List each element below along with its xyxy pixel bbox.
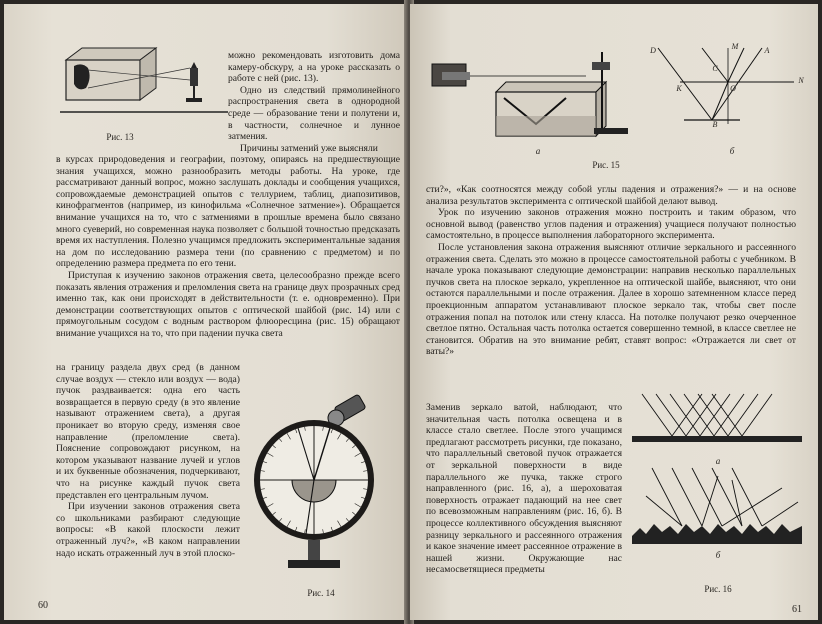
paragraph: можно рекомендовать изготовить дома камеру-обскуру, а на уроке рассказать о работе с ней (рис. 13). [228,50,400,85]
figure-15a-label: а [535,146,541,156]
figure-15-letter-O: O [730,84,736,93]
figure-16-caption: Рис. 16 [704,584,732,594]
left-page [4,4,408,620]
figure-13-camera-obscura [60,40,228,118]
right-full-width-text [426,184,796,358]
figure-15b-ray-diagram [644,44,814,148]
paragraph: в курсах природоведения и географии, поэтому, опираясь на предшествующие знания учащихся, можно разнообразить методы рaботы. На уроке, где рассматривают данный вопрос, можно заслушать доклады и сообщения учащихся, сопровождаемые демонстрацией опытов с теллурием, таблиц, диапозитивов, кинофрагментов (например, из кинофильма «Солнечное затмение»). Обращается внимание учащихся на то, что с затмениями в прошлые времена было связано много суеверий, но современная наука позволяет с большой точностью предсказать время их наступления. Полезно учащимся предложить экспериментальные задания на дом по исследованию размера тени (по сравнению с предметом) и по определению размера предмета по его тени. [56,154,400,270]
figure-15-letter-C: C [712,64,718,73]
left-top-right-column [228,50,400,154]
figure-15a-vessel [426,32,636,148]
figure-15-caption: Рис. 15 [592,160,620,170]
figure-15-letter-M: M [731,42,739,51]
paragraph: После установления закона отражения выясняют отличие зеркального и рассеянного отражения света. Сделать это можно в процессе самостоятельной работы с учебником. В начале урока показывают следующие демонстрации: направив несколько параллельных пучков света на плоское зеркало, укрепленное на оптической шайбе, выясняют, что они остаются параллельными и после отражения. Далее в хорошо затемненном классе перед проекционным аппаратом устанавливают плоское зеркало так, чтобы свет после отражения попал на потолок или стену класса. На потолке получают резко очерченное светлое пятно. Остальная часть потолка остается совершенно темной, в классе светлее не становится. Обратив на это внимание ребят, ставят вопрос: «Отражается ли свет от ваты?» [426,241,796,358]
page-number-left: 60 [38,600,48,611]
paragraph: Урок по изучению законов отражения можно построить и таким образом, что основной вывод (равенство углов падения и отражения) учащиеся получают полностью самостоятельно, в процессе выполнения лабораторного эксперимента. [426,207,796,242]
figure-16b-label: б [715,550,721,560]
figure-15-letter-A: A [764,46,770,55]
page-number-right: 61 [792,604,802,615]
figure-15-letter-D: D [650,46,656,55]
paragraph: на границу раздела двух сред (в данном случае воздух — стекло или воздух — вода) пучок раздваивается: одна его часть возвращается в первую среду (в это явление называют отражением света), а другая проникает во вторую среду, изменяя свое направление (преломление света). Пояснение сопровождают рисунком, на котором указывают название лучей и углов и их буквенные обозначения, подчеркивают, что на рисунке каждый пучок света представлен его центральным лучом. [56,362,240,501]
left-narrow-column [56,362,240,559]
figure-14-caption: Рис. 14 [307,588,335,598]
paragraph: При изучении законов отражения света со школьниками разбирают следующие вопросы: «В какой плоскости лежит отраженный луч?», «В каком направлении надо искать отраженный луч в этой плоско- [56,501,240,559]
right-page [410,4,818,620]
figure-15b-label: б [729,146,735,156]
figure-13-caption: Рис. 13 [106,132,134,142]
figure-15-letter-N: N [798,76,804,85]
paragraph: Заменив зеркало ватой, наблюдают, что значительная часть потолка освещена и в классе стало светлее. После этого учащимся предлагают рассмотреть рисунки, где показано, что параллельный световой пучок отражается от зеркальной поверхности в виде параллельного же пучка, также строго направленного (рис. 16, а), а шероховатая поверхность отражает падающий на нее свет по всевозможным направлениям (рис. 16, б). В процессе коллективного обсуждения выясняют разницу зеркального и рассеянного отражения и какое значение имеет рассеянное отражение в нашей жизни. Окружающие нас несамосветящиеся предметы [426,402,622,576]
paragraph: Одно из следствий прямолинейного распространения света в однородной среде — образование тени и полутени и, в частности, солнечное и лунное затмения. [228,84,400,143]
left-full-width-text [56,154,400,340]
paragraph: сти?», «Как соотносятся между собой углы падения и отражения?» — и на основе анализа результатов эксперимента с оптической шайбой делают вывод. [426,184,796,207]
figure-16a-label: а [715,456,721,466]
paragraph: Причины затмений уже выясняли [240,142,378,154]
figure-16b-diffuse-reflection [632,466,802,546]
right-narrow-column [426,402,622,576]
figure-16a-specular-reflection [632,392,802,456]
figure-14-optical-disc [244,388,404,586]
figure-15-letter-K: K [676,84,682,93]
figure-15-letter-B: B [712,120,718,129]
paragraph: Приступая к изучению законов отражения света, целесообразно прежде всего показать явления отражения и преломления света на границе двух прозрачных сред именно так, как они происходят в действительности (т. е. одновременно). При демонстрации соответствующих опытов с оптической шайбой (рис. 14) или с прямоугольным сосудом с водным раствором флюоресцина (рис. 15) обращают внимание учащихся на то, что при падении пучка света [56,269,400,339]
